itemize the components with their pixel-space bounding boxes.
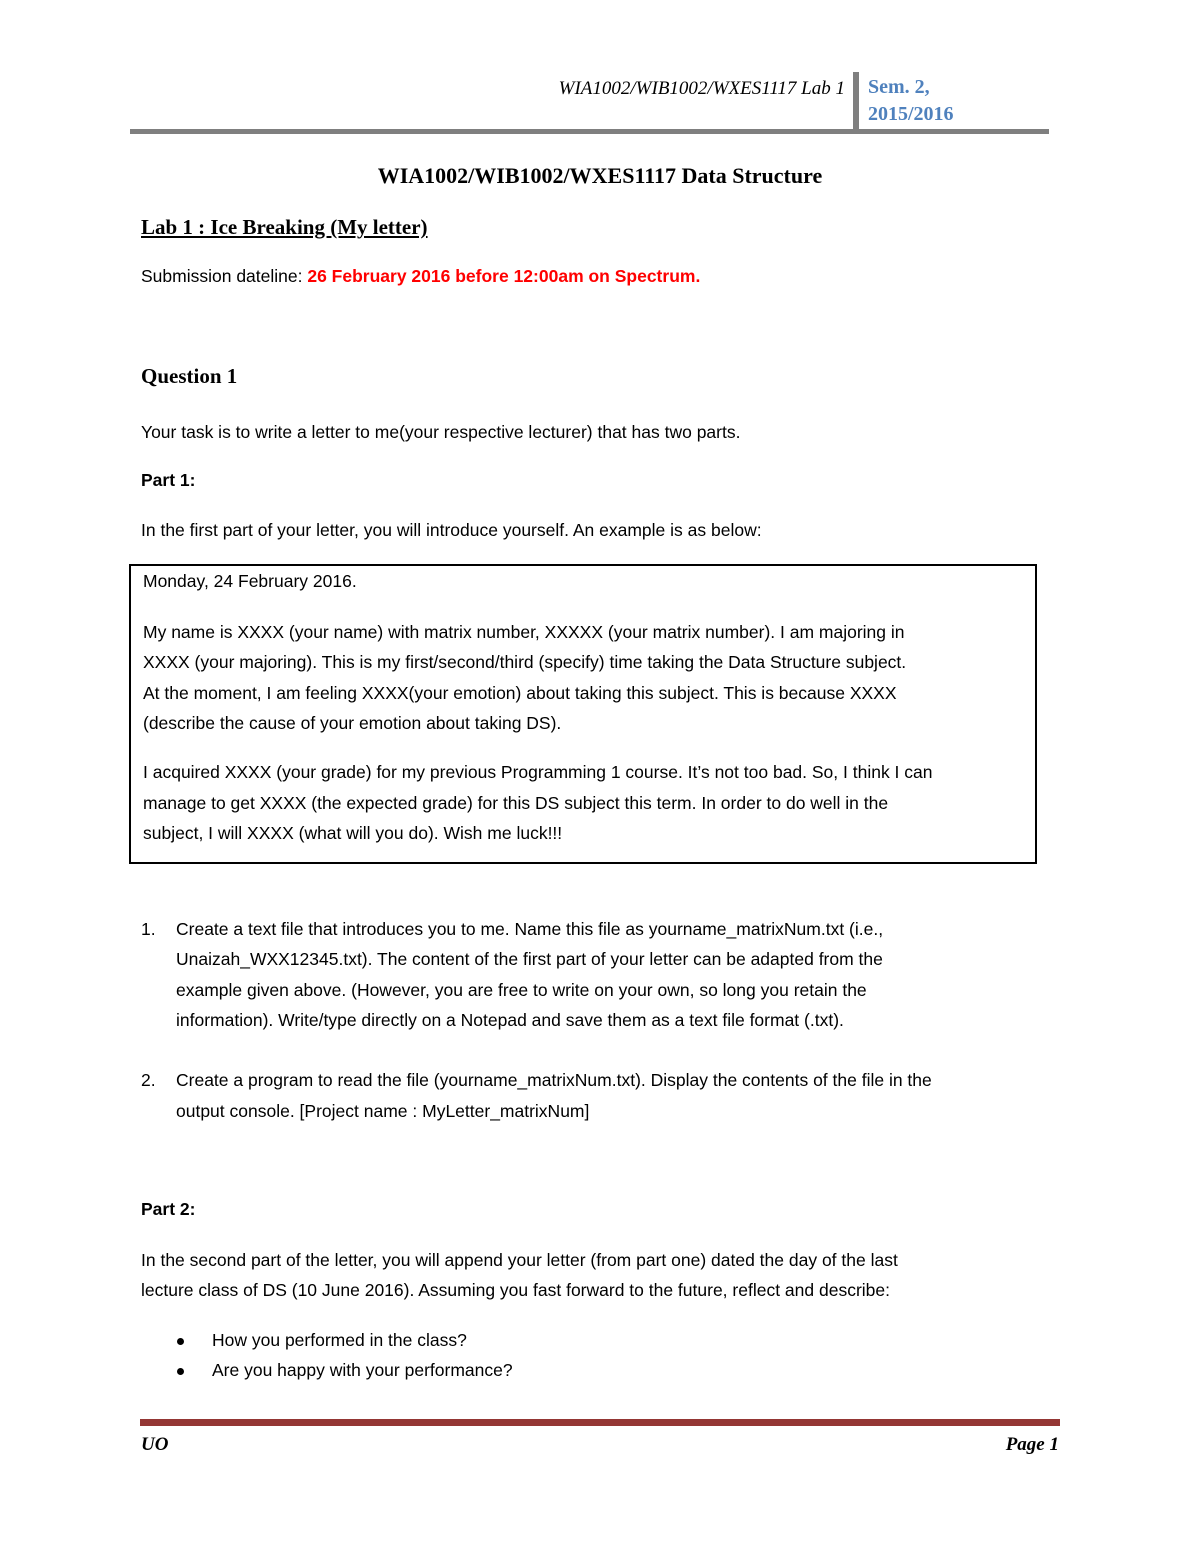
footer-page-number: Page 1 <box>1005 1434 1059 1455</box>
example-line: subject, I will XXXX (what will you do). Wish me luck!!! <box>143 823 563 843</box>
bullet-icon <box>177 1368 184 1375</box>
part1-heading: Part 1: <box>141 470 196 490</box>
task-text: Your task is to write a letter to me(your respective lecturer) that has two parts. <box>141 422 741 442</box>
document-title: WIA1002/WIB1002/WXES1117 Data Structure <box>377 163 823 188</box>
example-line: XXXX (your majoring). This is my first/second/third (specify) time taking the Data Structure subject. <box>143 652 907 672</box>
header-course-code: WIA1002/WIB1002/WXES1117 Lab 1 <box>558 78 845 99</box>
bullet-icon <box>177 1338 184 1345</box>
header-semester-line1: Sem. 2, <box>868 76 930 98</box>
example-line: manage to get XXXX (the expected grade) for this DS subject this term. In order to do well in the <box>143 793 889 813</box>
part2-heading: Part 2: <box>141 1199 196 1219</box>
header-rule <box>130 129 1049 134</box>
submission-line <box>141 266 700 287</box>
step-line: example given above. (However, you are free to write on your own, so long you retain the <box>176 980 867 1000</box>
question-heading: Question 1 <box>141 364 238 388</box>
part2-line: In the second part of the letter, you will append your letter (from part one) dated the day of the last <box>141 1250 898 1270</box>
header-divider <box>853 72 859 130</box>
example-line: I acquired XXXX (your grade) for my previous Programming 1 course. It’s not too bad. So, I think I can <box>143 762 933 782</box>
step-line: Unaizah_WXX12345.txt). The content of the first part of your letter can be adapted from the <box>176 949 883 969</box>
step-line: output console. [Project name : MyLetter_matrixNum] <box>176 1101 590 1121</box>
example-line: At the moment, I am feeling XXXX(your emotion) about taking this subject. This is because XXXX <box>143 683 897 703</box>
step-line: Create a text file that introduces you to me. Name this file as yourname_matrixNum.txt (i.e., <box>176 919 884 939</box>
footer-author: UO <box>141 1434 169 1455</box>
footer-rule <box>140 1419 1060 1426</box>
header-semester <box>868 74 954 128</box>
example-letter-box <box>129 564 1037 864</box>
example-line: (describe the cause of your emotion about taking DS). <box>143 713 562 733</box>
bullet-item: How you performed in the class? <box>212 1330 467 1350</box>
step-number: 2. <box>141 1070 156 1090</box>
lab-title: Lab 1 : Ice Breaking (My letter) <box>141 215 428 239</box>
step-line: information). Write/type directly on a Notepad and save them as a text file format (.txt). <box>176 1010 844 1030</box>
example-line: Monday, 24 February 2016. <box>143 571 357 591</box>
header-semester-line2: 2015/2016 <box>868 103 954 125</box>
submission-deadline: 26 February 2016 before 12:00am on Spectrum. <box>307 266 701 286</box>
step-number: 1. <box>141 919 156 939</box>
submission-label: Submission dateline: <box>141 266 303 286</box>
step-line: Create a program to read the file (yourname_matrixNum.txt). Display the contents of the file in the <box>176 1070 932 1090</box>
example-line: My name is XXXX (your name) with matrix number, XXXXX (your matrix number). I am majoring in <box>143 622 905 642</box>
part1-intro: In the first part of your letter, you will introduce yourself. An example is as below: <box>141 520 762 540</box>
bullet-item: Are you happy with your performance? <box>212 1360 513 1380</box>
part2-line: lecture class of DS (10 June 2016). Assuming you fast forward to the future, reflect and describe: <box>141 1280 890 1300</box>
